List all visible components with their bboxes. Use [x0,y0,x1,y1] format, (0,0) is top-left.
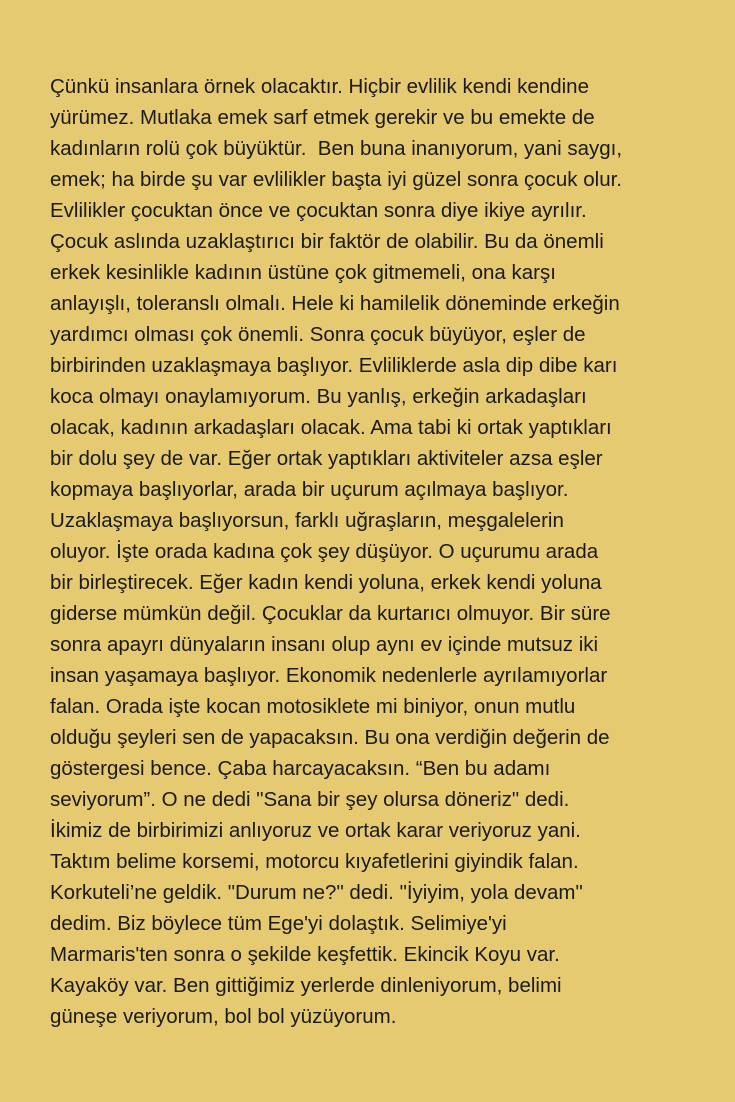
text-line: Taktım belime korsemi, motorcu kıyafetlerini giyindik falan. [50,850,579,873]
text-line: olacak, kadının arkadaşları olacak. Ama tabi ki ortak yaptıkları [50,416,612,439]
text-line: yardımcı olması çok önemli. Sonra çocuk büyüyor, eşler de [50,323,586,346]
text-line: seviyorum”. O ne dedi "Sana bir şey olursa döneriz" dedi. [50,788,570,811]
text-line: güneşe veriyorum, bol bol yüzüyorum. [50,1005,397,1028]
text-line: oluyor. İşte orada kadına çok şey düşüyor. O uçurumu arada [50,540,599,563]
text-line: koca olmayı onaylamıyorum. Bu yanlış, erkeğin arkadaşları [50,385,587,408]
text-line: bir birleştirecek. Eğer kadın kendi yoluna, erkek kendi yoluna [50,571,602,594]
text-line: yürümez. Mutlaka emek sarf etmek gerekir ve bu emekte de [50,106,595,129]
text-line: bir dolu şey de var. Eğer ortak yaptıkları aktiviteler azsa eşler [50,447,603,470]
text-line: falan. Orada işte kocan motosiklete mi biniyor, onun mutlu [50,695,576,718]
text-line: erkek kesinlikle kadının üstüne çok gitmemeli, ona karşı [50,261,556,284]
text-line: kadınların rolü çok büyüktür. Ben buna inanıyorum, yani saygı, [50,137,623,160]
text-line: Uzaklaşmaya başlıyorsun, farklı uğraşların, meşgalelerin [50,509,564,532]
text-line: anlayışlı, toleranslı olmalı. Hele ki hamilelik döneminde erkeğin [50,292,620,315]
text-line: kopmaya başlıyorlar, arada bir uçurum açılmaya başlıyor. [50,478,569,501]
text-line: Korkuteli’ne geldik. "Durum ne?" dedi. "İyiyim, yola devam" [50,881,583,904]
text-line: göstergesi bence. Çaba harcayacaksın. “Ben bu adamı [50,757,551,780]
body-text [50,71,695,1032]
text-line: insan yaşamaya başlıyor. Ekonomik nedenlerle ayrılamıyorlar [50,664,608,687]
text-line: Marmaris'ten sonra o şekilde keşfettik. Ekincik Koyu var. [50,943,560,966]
text-line: Çünkü insanlara örnek olacaktır. Hiçbir evlilik kendi kendine [50,75,589,98]
text-line: Evlilikler çocuktan önce ve çocuktan sonra diye ikiye ayrılır. [50,199,587,222]
text-line: dedim. Biz böylece tüm Ege'yi dolaştık. Selimiye'yi [50,912,507,935]
text-line: Kayaköy var. Ben gittiğimiz yerlerde dinleniyorum, belimi [50,974,562,997]
text-line: İkimiz de birbirimizi anlıyoruz ve ortak karar veriyoruz yani. [50,819,581,842]
text-line: birbirinden uzaklaşmaya başlıyor. Evliliklerde asla dip dibe karı [50,354,618,377]
text-line: giderse mümkün değil. Çocuklar da kurtarıcı olmuyor. Bir süre [50,602,611,625]
text-line: emek; ha birde şu var evlilikler başta iyi güzel sonra çocuk olur. [50,168,622,191]
text-line: olduğu şeyleri sen de yapacaksın. Bu ona verdiğin değerin de [50,726,610,749]
text-line: sonra apayrı dünyaların insanı olup aynı ev içinde mutsuz iki [50,633,599,656]
text-line: Çocuk aslında uzaklaştırıcı bir faktör de olabilir. Bu da önemli [50,230,604,253]
